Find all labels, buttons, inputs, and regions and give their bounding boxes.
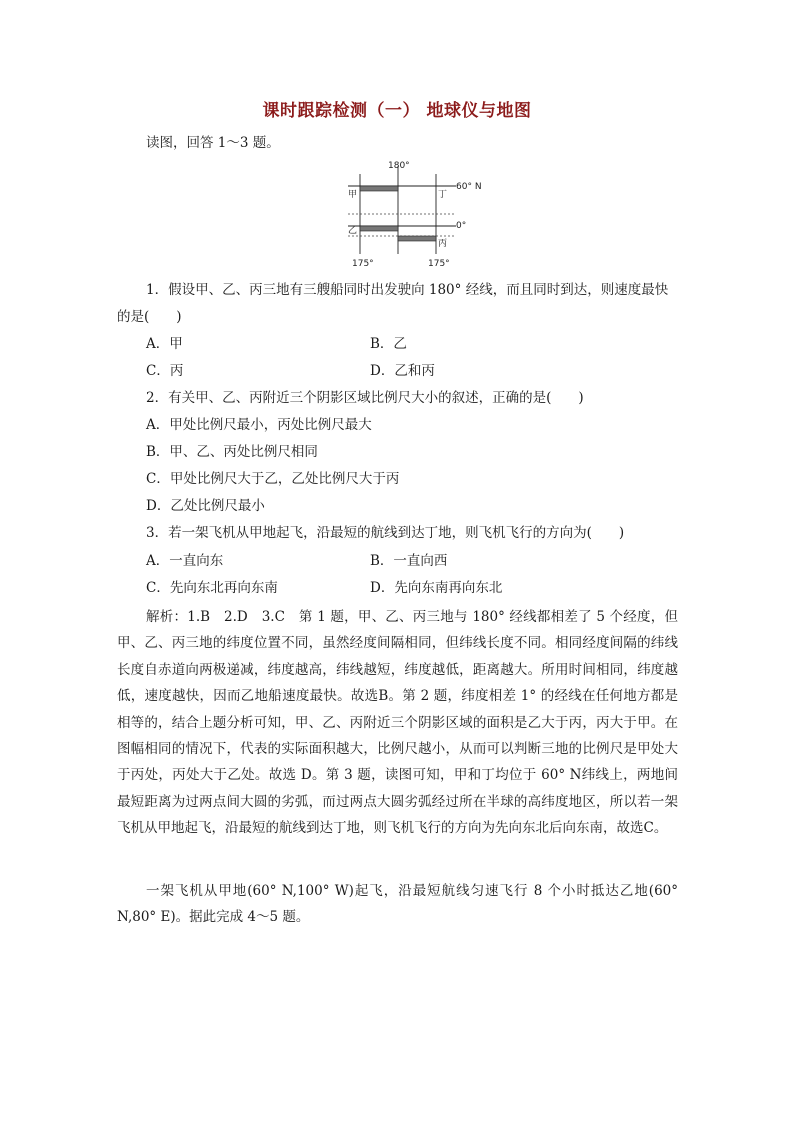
place-yi: 乙 <box>348 226 358 236</box>
question-1-option-a: A．甲 <box>146 336 183 352</box>
label-175-right: 175° <box>428 259 450 269</box>
intro-text: 读图，回答 1～3 题。 <box>146 135 280 151</box>
label-175-left: 175° <box>352 259 374 269</box>
latitude-longitude-diagram <box>338 158 498 270</box>
hatched-area-jia <box>360 186 398 191</box>
place-jia: 甲 <box>348 190 358 200</box>
label-180: 180° <box>388 161 410 171</box>
label-60n: 60° N <box>456 182 482 192</box>
question-3-option-a: A．一直向东 <box>146 553 224 569</box>
question-2-option-a: A．甲处比例尺最小，丙处比例尺最大 <box>146 417 372 433</box>
question-2-option-c: C．甲处比例尺大于乙，乙处比例尺大于丙 <box>146 471 400 487</box>
question-2-stem: 2．有关甲、乙、丙附近三个阴影区域比例尺大小的叙述，正确的是( ) <box>146 390 584 406</box>
question-3-option-d: D．先向东南再向东北 <box>370 580 503 596</box>
question-3-stem: 3．若一架飞机从甲地起飞，沿最短的航线到达丁地，则飞机飞行的方向为( ) <box>146 525 625 541</box>
question-1-option-d: D．乙和丙 <box>370 363 435 379</box>
analysis-paragraph: 解析：1.B 2.D 3.C 第 1 题，甲、乙、丙三地与 180° 经线都相差了 5 个经度，但甲、乙、丙三地的纬度位置不同，虽然经度间隔相同，但纬线长度不同。相同经度间隔的纬线长度自赤道向两极递减，纬度越高，纬线越短，纬度越低，距离越大。所用时间相同，纬度越低，速度越快，因而乙地船速度最快。故选B。第 2 题，纬度相差 1° 的经线在任何地方都是相等的，结合上题分析可知，甲、乙、丙附近三个阴影区域的面积是乙大于丙，丙大于甲。在图幅相同的情况下，代表的实际面积越大，比例尺越小，从而可以判断三地的比例尺是甲处大于丙处，丙处大于乙处。故选 D。第 3 题，读图可知，甲和丁均位于 60° N纬线上，两地间最短距离为过两点间大圆的劣弧，而过两点大圆劣弧经过所在半球的高纬度地区，所以若一架飞机从甲地起飞，沿最短的航线到达丁地，则飞机飞行的方向为先向东北后向东南，故选C。 <box>117 609 678 837</box>
hatched-area-bing <box>398 236 436 241</box>
place-bing: 丙 <box>438 239 448 249</box>
question-3-option-b: B．一直向西 <box>370 553 448 569</box>
question-2-option-b: B．甲、乙、丙处比例尺相同 <box>146 444 318 460</box>
question-1-stem-cont: 的是( ) <box>117 309 182 325</box>
question-1-stem: 1．假设甲、乙、丙三地有三艘船同时出发驶向 180° 经线，而且同时到达，则速度最快 <box>146 282 669 298</box>
label-0: 0° <box>456 221 467 231</box>
hatched-area-yi <box>360 226 398 231</box>
next-question-intro: 一架飞机从甲地(60° N,100° W)起飞，沿最短航线匀速飞行 8 个小时抵达乙地(60° N,80° E)。据此完成 4～5 题。 <box>117 883 678 926</box>
question-2-option-d: D．乙处比例尺最小 <box>146 498 265 514</box>
question-1-option-c: C．丙 <box>146 363 184 379</box>
place-ding: 丁 <box>438 190 448 200</box>
page-title: 课时跟踪检测（一） 地球仪与地图 <box>262 101 532 121</box>
question-3-option-c: C．先向东北再向东南 <box>146 580 278 596</box>
question-1-option-b: B．乙 <box>370 336 407 352</box>
